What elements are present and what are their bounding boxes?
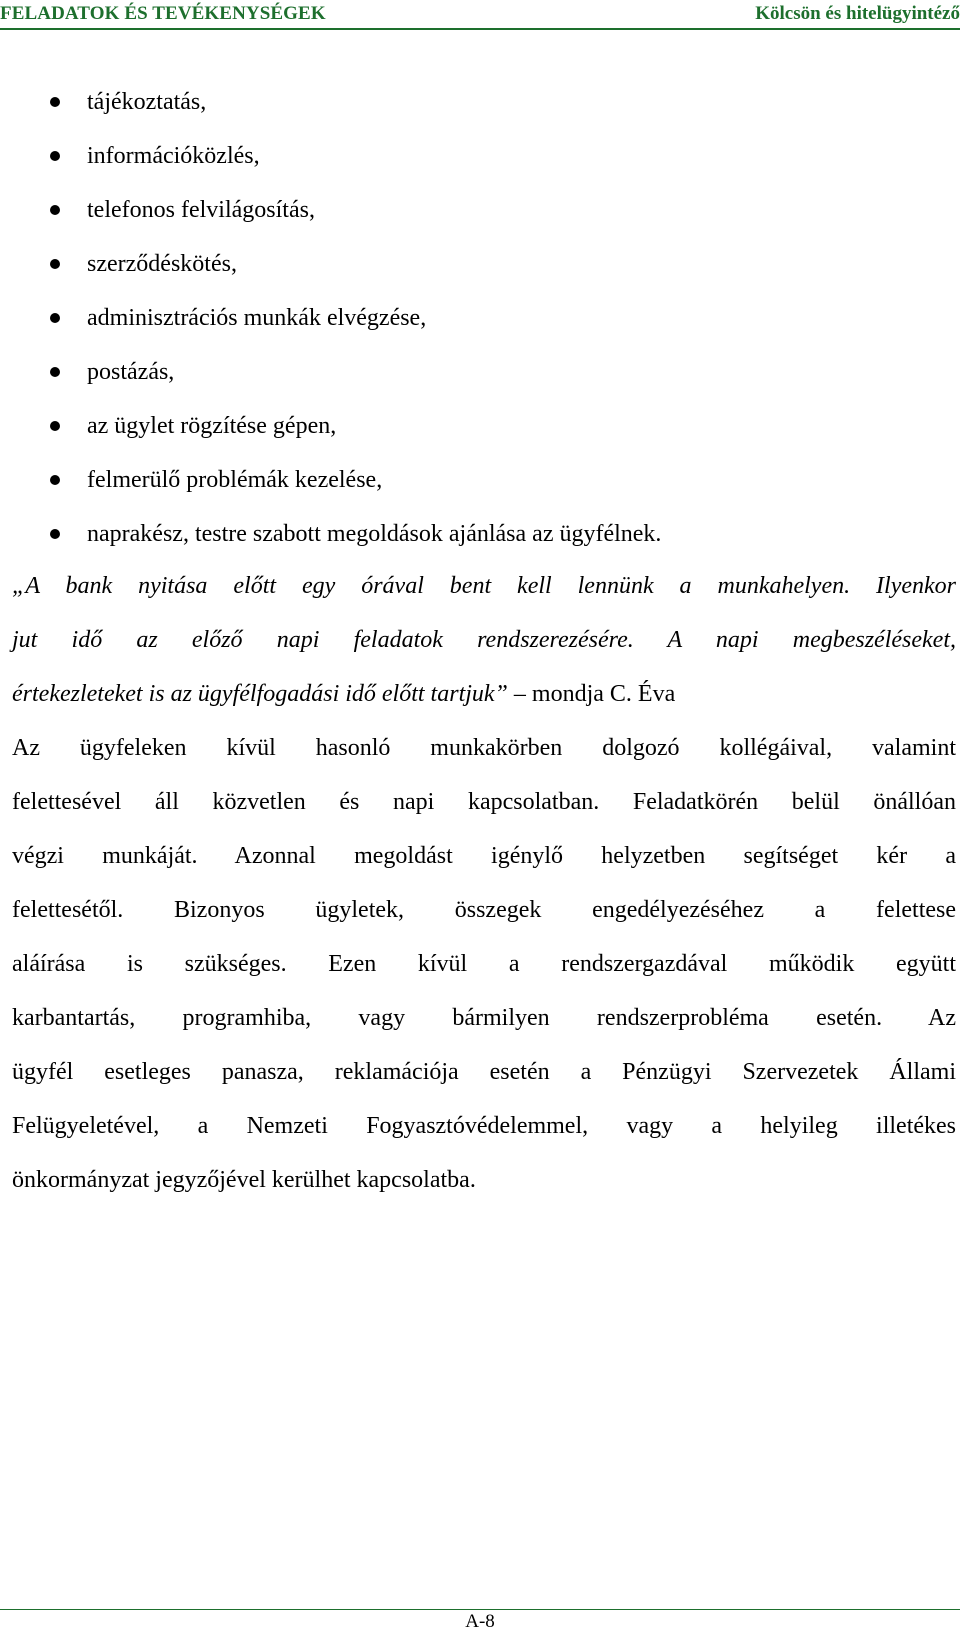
paragraph-line: aláírása is szükséges. Ezen kívül a rendszergazdával működik együtt: [12, 951, 956, 977]
bullet-icon: [50, 97, 60, 107]
list-item: [0, 82, 960, 136]
list-item: [0, 352, 960, 406]
paragraph-line: ügyfél esetleges panasza, reklamációja esetén a Pénzügyi Szervezetek Állami: [12, 1059, 956, 1085]
paragraph-line: önkormányzat jegyzőjével kerülhet kapcsolatba.: [12, 1167, 476, 1193]
list-item-text: információközlés,: [87, 143, 260, 169]
bullet-icon: [50, 367, 60, 377]
quote-attribution: – mondja C. Éva: [507, 681, 676, 707]
list-item-text: szerződéskötés,: [87, 251, 237, 277]
list-item: [0, 460, 960, 514]
paragraph-line: felettesétől. Bizonyos ügyletek, összegek engedélyezéséhez a felettese: [12, 897, 956, 923]
list-item: [0, 514, 960, 568]
footer-divider: [0, 1609, 960, 1610]
list-item: [0, 136, 960, 190]
bullet-icon: [50, 151, 60, 161]
list-item-text: naprakész, testre szabott megoldások ajánlása az ügyfélnek.: [87, 521, 662, 547]
header-chapter-title: FELADATOK ÉS TEVÉKENYSÉGEK: [0, 3, 326, 24]
quote-line: értekezleteket is az ügyfélfogadási idő előtt tartjuk”: [12, 681, 508, 707]
list-item-text: felmerülő problémák kezelése,: [87, 467, 383, 493]
list-item: [0, 406, 960, 460]
list-item: [0, 244, 960, 298]
bullet-icon: [50, 475, 60, 485]
list-item-text: az ügylet rögzítése gépen,: [87, 413, 337, 439]
header-document-title: Kölcsön és hitelügyintéző: [755, 3, 960, 24]
quote-line: jut idő az előző napi feladatok rendszerezésére. A napi megbeszéléseket,: [12, 627, 956, 653]
list-item: [0, 190, 960, 244]
quote-line: „A bank nyitása előtt egy órával bent kell lennünk a munkahelyen. Ilyenkor: [12, 573, 956, 599]
paragraph-line: végzi munkáját. Azonnal megoldást igénylő helyzetben segítséget kér a: [12, 843, 956, 869]
page-header: [0, 0, 960, 30]
header-divider: [0, 28, 960, 30]
quote-last-line: [12, 674, 956, 728]
task-bullet-list: [0, 82, 960, 568]
bullet-icon: [50, 205, 60, 215]
bullet-icon: [50, 259, 60, 269]
bullet-icon: [50, 529, 60, 539]
paragraph-line: karbantartás, programhiba, vagy bármilyen rendszerprobléma esetén. Az: [12, 1005, 956, 1031]
list-item: [0, 298, 960, 352]
main-text: [12, 566, 956, 1214]
paragraph-line: Az ügyfeleken kívül hasonló munkakörben dolgozó kollégáival, valamint: [12, 735, 956, 761]
paragraph-line: felettesével áll közvetlen és napi kapcsolatban. Feladatkörén belül önállóan: [12, 789, 956, 815]
paragraph-line: Felügyeletével, a Nemzeti Fogyasztóvédelemmel, vagy a helyileg illetékes: [12, 1113, 956, 1139]
bullet-icon: [50, 313, 60, 323]
list-item-text: telefonos felvilágosítás,: [87, 197, 315, 223]
list-item-text: postázás,: [87, 359, 175, 385]
list-item-text: tájékoztatás,: [87, 89, 207, 115]
body-paragraph: [12, 728, 956, 1214]
page-number: A-8: [465, 1611, 495, 1632]
bullet-icon: [50, 421, 60, 431]
quote-block: [12, 566, 956, 728]
list-item-text: adminisztrációs munkák elvégzése,: [87, 305, 427, 331]
